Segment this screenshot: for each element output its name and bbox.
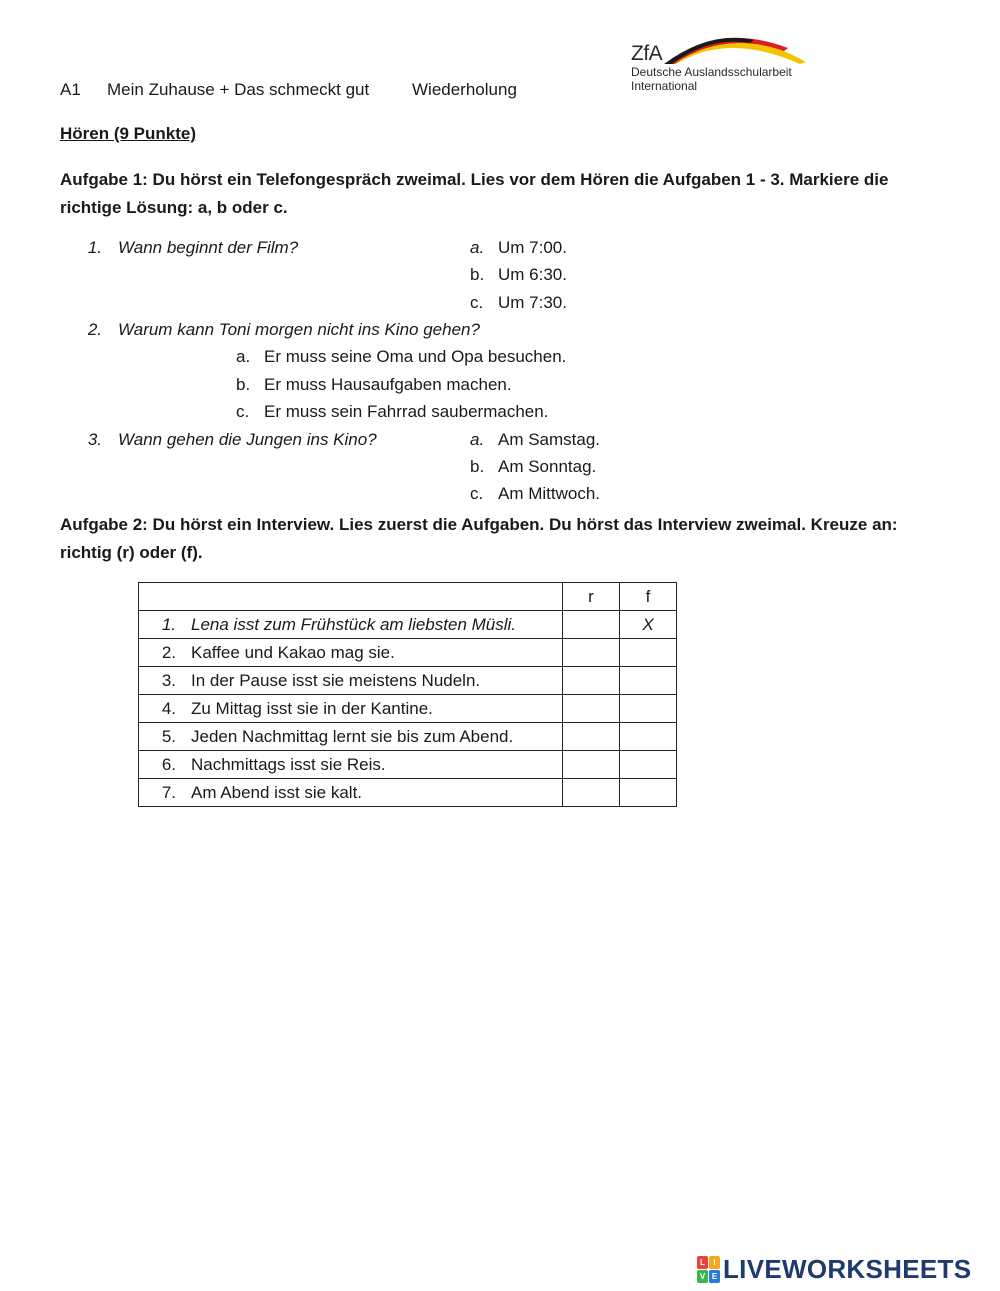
task1-instruction: Aufgabe 1: Du hörst ein Telefongespräch zweimal. Lies vor dem Hören die Aufgaben 1 - 3. Markiere die richtige Lösung: a, b oder c. [60, 170, 889, 217]
statement-text: Am Abend isst sie kalt. [191, 782, 363, 802]
brand-blocks-icon [697, 1256, 720, 1283]
row-number: 4. [161, 698, 176, 718]
section-heading: Hören (9 Punkte) [60, 124, 197, 143]
richtig-cell[interactable] [563, 667, 620, 695]
statement-cell [139, 695, 563, 723]
richtig-cell[interactable] [563, 779, 620, 807]
question-number: 3. [87, 430, 102, 449]
table-header-blank [139, 583, 563, 611]
option-letter[interactable]: c. [236, 402, 250, 421]
row-number: 6. [161, 754, 176, 774]
table-row [139, 695, 677, 723]
review-label: Wiederholung [412, 80, 517, 99]
table-row [139, 611, 677, 639]
statement-text: Nachmittags isst sie Reis. [191, 754, 386, 774]
row-number: 3. [161, 670, 176, 690]
statement-text: Kaffee und Kakao mag sie. [191, 642, 395, 662]
true-false-table [138, 582, 677, 807]
statement-cell [139, 667, 563, 695]
falsch-cell[interactable] [620, 639, 677, 667]
zfa-logo [628, 24, 818, 98]
task2-instruction: Aufgabe 2: Du hörst ein Interview. Lies zuerst die Aufgaben. Du hörst das Interview zweimal. Kreuze an: richtig (r) oder (f). [60, 515, 898, 562]
level-label: A1 [60, 80, 81, 99]
brand-block: E [709, 1270, 720, 1283]
option-letter[interactable]: b. [236, 375, 251, 394]
falsch-cell[interactable] [620, 779, 677, 807]
option-text[interactable]: Er muss Hausaufgaben machen. [264, 375, 512, 394]
option-letter[interactable]: a. [470, 238, 485, 257]
statement-cell [139, 639, 563, 667]
row-number: 1. [161, 614, 176, 634]
statement-cell [139, 611, 563, 639]
topic-title: Mein Zuhause + Das schmeckt gut [107, 80, 370, 99]
falsch-cell[interactable] [620, 667, 677, 695]
question-text: Warum kann Toni morgen nicht ins Kino gehen? [118, 320, 480, 339]
statement-text: Zu Mittag isst sie in der Kantine. [191, 698, 433, 718]
row-number: 2. [161, 642, 176, 662]
richtig-cell[interactable] [563, 611, 620, 639]
option-letter[interactable]: a. [470, 430, 485, 449]
option-text[interactable]: Er muss seine Oma und Opa besuchen. [264, 347, 567, 366]
statement-text: In der Pause isst sie meistens Nudeln. [191, 670, 481, 690]
falsch-cell[interactable] [620, 723, 677, 751]
logo-line2: International [631, 79, 698, 93]
statement-cell [139, 751, 563, 779]
table-row [139, 667, 677, 695]
option-letter[interactable]: a. [236, 347, 251, 366]
row-number: 7. [161, 782, 176, 802]
question-number: 1. [87, 238, 102, 257]
brand-block: L [697, 1256, 708, 1269]
statement-text: Jeden Nachmittag lernt sie bis zum Abend. [191, 726, 514, 746]
table-row [139, 779, 677, 807]
statement-cell [139, 779, 563, 807]
brand-block: V [697, 1270, 708, 1283]
option-text[interactable]: Am Mittwoch. [498, 484, 601, 503]
option-text[interactable]: Am Sonntag. [498, 457, 597, 476]
question-number: 2. [87, 320, 102, 339]
option-text[interactable]: Am Samstag. [498, 430, 601, 449]
question-text: Wann gehen die Jungen ins Kino? [118, 430, 377, 449]
table-row [139, 723, 677, 751]
falsch-cell[interactable]: X [620, 611, 677, 639]
option-text[interactable]: Um 7:30. [498, 293, 567, 312]
richtig-cell[interactable] [563, 639, 620, 667]
question-text: Wann beginnt der Film? [118, 238, 299, 257]
richtig-cell[interactable] [563, 695, 620, 723]
falsch-cell[interactable] [620, 751, 677, 779]
richtig-cell[interactable] [563, 751, 620, 779]
liveworksheets-logo[interactable] [697, 1254, 971, 1285]
option-text[interactable]: Er muss sein Fahrrad saubermachen. [264, 402, 549, 421]
table-row [139, 751, 677, 779]
brand-block: I [709, 1256, 720, 1269]
statement-text: Lena isst zum Frühstück am liebsten Müsli. [191, 614, 517, 634]
statement-cell [139, 723, 563, 751]
option-letter[interactable]: c. [470, 293, 484, 312]
option-letter[interactable]: b. [470, 457, 485, 476]
option-letter[interactable]: b. [470, 265, 485, 284]
col-richtig-header: r [563, 583, 620, 611]
logo-line1: Deutsche Auslandsschularbeit [631, 65, 792, 79]
row-number: 5. [161, 726, 176, 746]
table-row [139, 639, 677, 667]
option-letter[interactable]: c. [470, 484, 484, 503]
option-text[interactable]: Um 6:30. [498, 265, 567, 284]
logo-abbr: ZfA [631, 42, 663, 65]
falsch-cell[interactable] [620, 695, 677, 723]
richtig-cell[interactable] [563, 723, 620, 751]
brand-wordmark: LIVEWORKSHEETS [723, 1254, 972, 1284]
col-falsch-header: f [620, 583, 677, 611]
option-text[interactable]: Um 7:00. [498, 238, 567, 257]
table-header-row [139, 583, 677, 611]
